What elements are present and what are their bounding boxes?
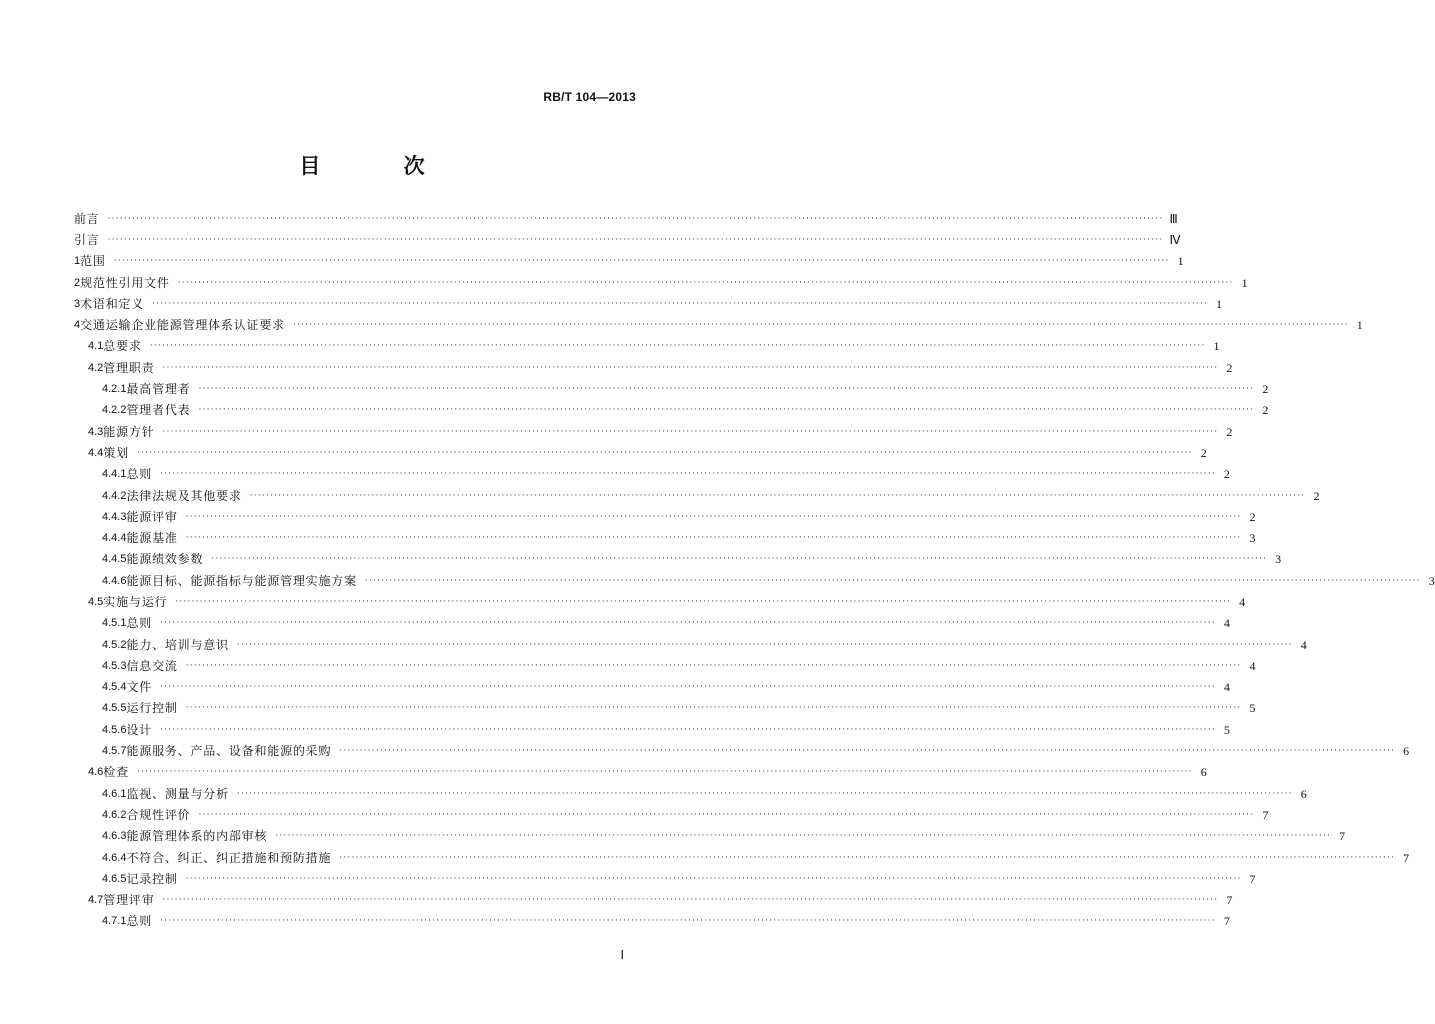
dot-leader: ···································································································································································································································································· — [113, 256, 1170, 267]
dot-leader: ···································································································································································································································································· — [175, 596, 1232, 607]
toc-entry-page: 1 — [1356, 318, 1363, 333]
dot-leader: ···································································································································································································································································· — [160, 724, 1216, 735]
toc-entry-label: 能源评审 — [126, 509, 178, 524]
toc-entry-label: 策划 — [103, 445, 129, 460]
toc-entry[interactable] — [74, 208, 1178, 229]
toc-entry-number: 4.5.6 — [102, 723, 127, 736]
toc-entry-number: 4.4.5 — [102, 553, 127, 566]
toc-entry-page: 3 — [1428, 573, 1435, 588]
toc-entry-page: 1 — [1215, 296, 1222, 311]
toc-entry-number: 4.6.4 — [102, 851, 127, 864]
toc-entry-page: 5 — [1249, 701, 1256, 716]
toc-entry-label: 不符合、纠正、纠正措施和预防措施 — [126, 850, 332, 865]
dot-leader: ···································································································································································································································································· — [339, 852, 1396, 863]
toc-entry-number: 4.5 — [88, 595, 104, 608]
toc-entry-number: 4.2 — [88, 361, 104, 374]
toc-entry-page: 1 — [1213, 339, 1220, 354]
toc-entry-number: 4.5.3 — [102, 659, 127, 672]
toc-entry-number: 4.7.1 — [102, 915, 127, 928]
toc-entry[interactable] — [74, 251, 1184, 272]
toc-entry[interactable] — [74, 911, 1230, 932]
dot-leader: ···································································································································································································································································· — [198, 405, 1255, 416]
toc-entry[interactable] — [74, 719, 1230, 740]
toc-entry-number: 4.4.1 — [102, 468, 127, 481]
toc-entry-page: 7 — [1339, 829, 1346, 844]
dot-leader: ···································································································································································································································································· — [275, 831, 1332, 842]
toc-entry-label: 范围 — [80, 254, 106, 269]
toc-entry-page: 2 — [1313, 488, 1320, 503]
table-of-contents — [74, 208, 1435, 932]
toc-entry-page: 2 — [1223, 467, 1230, 482]
toc-entry-label: 监视、测量与分析 — [126, 786, 229, 801]
dot-leader: ···································································································································································································································································· — [185, 873, 1242, 884]
toc-entry-label: 能源目标、能源指标与能源管理实施方案 — [126, 573, 357, 588]
dot-leader: ···································································································································································································································································· — [177, 277, 1234, 288]
dot-leader: ···································································································································································································································································· — [160, 469, 1216, 480]
dot-leader: ···································································································································································································································································· — [160, 682, 1216, 693]
toc-entry-number: 4.5.4 — [102, 681, 127, 694]
toc-entry[interactable] — [74, 357, 1233, 378]
dot-leader: ···································································································································································································································································· — [198, 809, 1255, 820]
toc-entry[interactable] — [74, 485, 1320, 506]
toc-entry-number: 4.6.3 — [102, 830, 127, 843]
toc-entry[interactable] — [74, 378, 1269, 399]
toc-entry-label: 引言 — [74, 232, 100, 247]
toc-entry-page: 7 — [1223, 914, 1230, 929]
toc-entry[interactable] — [74, 762, 1207, 783]
dot-leader: ···································································································································································································································································· — [236, 788, 1293, 799]
toc-entry-number: 4.4.3 — [102, 510, 127, 523]
toc-entry-page: 6 — [1300, 786, 1307, 801]
toc-entry[interactable] — [74, 527, 1256, 548]
toc-entry-label: 总则 — [126, 914, 153, 929]
toc-entry-number: 4.6 — [88, 766, 104, 779]
toc-entry-label: 总要求 — [103, 339, 142, 354]
toc-entry-page: 3 — [1275, 552, 1282, 567]
page-title: 目 次 — [299, 154, 463, 178]
toc-entry[interactable] — [74, 506, 1256, 527]
toc-entry[interactable] — [74, 272, 1248, 293]
toc-entry-number: 4.2.1 — [102, 383, 127, 396]
toc-entry-page: 6 — [1403, 744, 1410, 759]
dot-leader: ···································································································································································································································································· — [136, 447, 1193, 458]
dot-leader: ···································································································································································································································································· — [162, 426, 1219, 437]
toc-entry-page: 1 — [1177, 254, 1184, 269]
dot-leader: ···································································································································································································································································· — [107, 234, 1164, 245]
toc-entry-page: 7 — [1249, 871, 1256, 886]
toc-entry[interactable] — [74, 336, 1220, 357]
toc-entry-label: 记录控制 — [126, 871, 178, 886]
toc-entry[interactable] — [74, 570, 1435, 591]
toc-entry-page: 1 — [1241, 275, 1248, 290]
toc-entry-label: 检查 — [103, 765, 129, 780]
toc-entry-page: 4 — [1223, 680, 1230, 695]
toc-entry-label: 最高管理者 — [126, 382, 191, 397]
toc-entry-label: 实施与运行 — [103, 594, 168, 609]
dot-leader: ···································································································································································································································································· — [211, 554, 1268, 565]
dot-leader: ···································································································································································································································································· — [185, 660, 1242, 671]
toc-entry-label: 总则 — [126, 616, 153, 631]
toc-entry[interactable] — [74, 698, 1256, 719]
toc-entry-number: 4.5.2 — [102, 638, 127, 651]
toc-entry-number: 2 — [74, 276, 81, 289]
toc-entry-label: 能源服务、产品、设备和能源的采购 — [126, 744, 332, 759]
toc-entry-label: 能力、培训与意识 — [126, 637, 229, 652]
toc-entry[interactable] — [74, 826, 1346, 847]
dot-leader: ···································································································································································································································································· — [185, 703, 1242, 714]
toc-entry-number: 4.4.4 — [102, 532, 127, 545]
toc-entry[interactable] — [74, 655, 1256, 676]
toc-entry-label: 文件 — [126, 680, 153, 695]
toc-entry-page: 3 — [1249, 531, 1256, 546]
toc-entry-page: 7 — [1262, 807, 1269, 822]
toc-entry-label: 管理评审 — [103, 893, 155, 908]
toc-entry[interactable] — [74, 464, 1230, 485]
dot-leader: ···································································································································································································································································· — [162, 895, 1219, 906]
toc-entry[interactable] — [74, 400, 1269, 421]
toc-entry[interactable] — [74, 314, 1363, 335]
page-number: Ⅰ — [620, 948, 624, 962]
toc-entry-number: 4.4.2 — [102, 489, 127, 502]
toc-entry[interactable] — [74, 783, 1307, 804]
toc-entry-number: 3 — [74, 297, 81, 310]
toc-entry-number: 4 — [74, 319, 81, 332]
dot-leader: ···································································································································································································································································· — [152, 298, 1208, 309]
toc-entry[interactable] — [74, 868, 1256, 889]
dot-leader: ···································································································································································································································································· — [236, 639, 1293, 650]
dot-leader: ···································································································································································································································································· — [185, 511, 1242, 522]
toc-entry[interactable] — [74, 293, 1222, 314]
toc-entry[interactable] — [74, 677, 1230, 698]
toc-entry[interactable] — [74, 421, 1233, 442]
toc-entry-page: 4 — [1223, 616, 1230, 631]
toc-entry-number: 4.4.6 — [102, 574, 127, 587]
toc-entry-page: Ⅳ — [1169, 232, 1181, 247]
dot-leader: ···································································································································································································································································· — [160, 618, 1216, 629]
toc-entry-number: 4.4 — [88, 446, 104, 459]
toc-entry[interactable] — [74, 804, 1269, 825]
toc-entry-page: 7 — [1403, 850, 1410, 865]
toc-entry-page: 2 — [1226, 424, 1233, 439]
toc-entry-number: 1 — [74, 255, 81, 268]
toc-entry-label: 总则 — [126, 467, 153, 482]
dot-leader: ···································································································································································································································································· — [249, 490, 1306, 501]
dot-leader: ···································································································································································································································································· — [162, 362, 1219, 373]
toc-entry[interactable] — [74, 634, 1307, 655]
dot-leader: ···································································································································································································································································· — [339, 746, 1396, 757]
toc-entry-page: 4 — [1249, 658, 1256, 673]
toc-entry-page: 2 — [1249, 509, 1256, 524]
toc-entry-label: 能源管理体系的内部审核 — [126, 829, 268, 844]
dot-leader: ···································································································································································································································································· — [292, 320, 1349, 331]
toc-entry-number: 4.5.5 — [102, 702, 127, 715]
toc-entry[interactable] — [74, 847, 1410, 868]
toc-entry-label: 管理者代表 — [126, 403, 191, 418]
toc-entry-label: 交通运输企业能源管理体系认证要求 — [80, 318, 285, 333]
toc-entry-label: 能源绩效参数 — [126, 552, 204, 567]
toc-entry-page: 4 — [1300, 637, 1307, 652]
toc-entry-number: 4.7 — [88, 894, 104, 907]
toc-entry-label: 术语和定义 — [80, 296, 145, 311]
toc-entry-page: 6 — [1200, 765, 1207, 780]
dot-leader: ···································································································································································································································································· — [185, 533, 1242, 544]
toc-entry[interactable] — [74, 229, 1181, 250]
toc-entry-label: 信息交流 — [126, 658, 178, 673]
toc-entry-number: 4.1 — [88, 340, 104, 353]
toc-entry-page: 2 — [1262, 403, 1269, 418]
toc-entry[interactable] — [74, 740, 1410, 761]
toc-entry[interactable] — [74, 890, 1233, 911]
toc-entry-number: 4.6.1 — [102, 787, 127, 800]
toc-entry-label: 合规性评价 — [126, 807, 191, 822]
toc-entry-page: 4 — [1239, 594, 1246, 609]
dot-leader: ···································································································································································································································································· — [198, 384, 1255, 395]
toc-entry-label: 管理职责 — [103, 360, 155, 375]
toc-entry-label: 法律法规及其他要求 — [126, 488, 242, 503]
toc-entry-number: 4.5.7 — [102, 745, 127, 758]
toc-entry-label: 规范性引用文件 — [80, 275, 170, 290]
toc-entry-label: 能源基准 — [126, 531, 178, 546]
dot-leader: ···································································································································································································································································· — [107, 213, 1164, 224]
toc-entry[interactable] — [74, 549, 1282, 570]
toc-entry-label: 前言 — [74, 211, 100, 226]
toc-entry-page: Ⅲ — [1169, 211, 1178, 226]
dot-leader: ···································································································································································································································································· — [364, 575, 1421, 586]
toc-entry-label: 能源方针 — [103, 424, 155, 439]
toc-entry-page: 2 — [1262, 382, 1269, 397]
toc-entry[interactable] — [74, 591, 1246, 612]
toc-entry[interactable] — [74, 442, 1207, 463]
toc-entry-number: 4.2.2 — [102, 404, 127, 417]
toc-entry-page: 2 — [1200, 445, 1207, 460]
toc-entry-number: 4.6.2 — [102, 808, 127, 821]
toc-entry-label: 设计 — [126, 722, 153, 737]
dot-leader: ···································································································································································································································································· — [160, 916, 1216, 927]
toc-entry-page: 2 — [1226, 360, 1233, 375]
toc-entry-number: 4.5.1 — [102, 617, 127, 630]
dot-leader: ···································································································································································································································································· — [149, 341, 1206, 352]
toc-entry[interactable] — [74, 613, 1230, 634]
dot-leader: ···································································································································································································································································· — [136, 767, 1193, 778]
document-code: RB/T 104—2013 — [543, 90, 636, 104]
toc-entry-page: 5 — [1223, 722, 1230, 737]
toc-entry-number: 4.6.5 — [102, 872, 127, 885]
toc-entry-number: 4.3 — [88, 425, 104, 438]
toc-entry-page: 7 — [1226, 893, 1233, 908]
toc-entry-label: 运行控制 — [126, 701, 178, 716]
